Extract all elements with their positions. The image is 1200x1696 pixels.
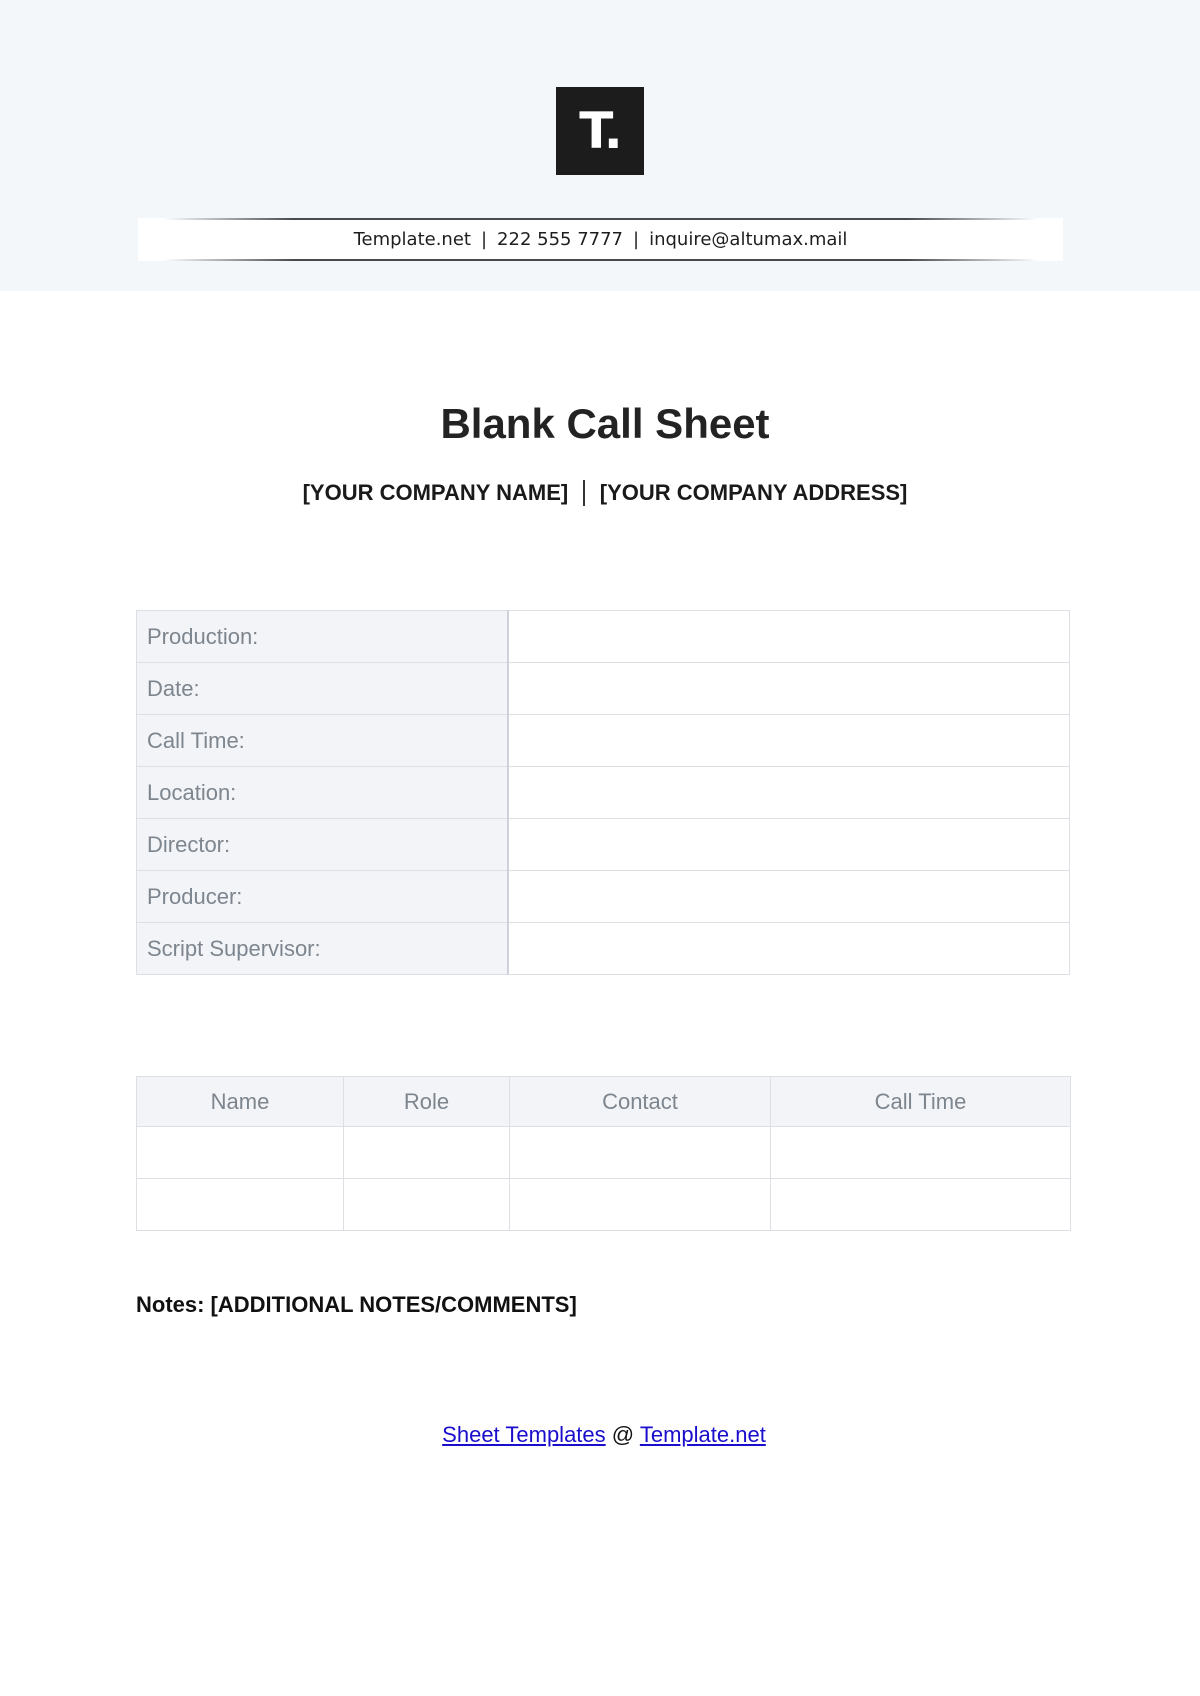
footer-at: @: [611, 1422, 635, 1447]
footer: [0, 1422, 1200, 1448]
company-address: [YOUR COMPANY ADDRESS]: [599, 480, 908, 505]
divider: [583, 480, 585, 506]
info-value[interactable]: [508, 819, 1070, 871]
table-row: [137, 767, 1070, 819]
info-label: Call Time:: [137, 715, 508, 767]
header-band: [0, 0, 1200, 291]
contact-separator: |: [480, 229, 488, 250]
table-row: [137, 663, 1070, 715]
info-label: Script Supervisor:: [137, 923, 508, 975]
table-cell[interactable]: [510, 1179, 771, 1231]
table-cell[interactable]: [771, 1127, 1071, 1179]
page-title: Blank Call Sheet: [440, 400, 770, 447]
info-label: Director:: [137, 819, 508, 871]
column-header-name: Name: [137, 1077, 344, 1127]
table-cell[interactable]: [344, 1179, 510, 1231]
info-label: Producer:: [137, 871, 508, 923]
company-name: [YOUR COMPANY NAME]: [302, 480, 569, 505]
table-cell[interactable]: [137, 1127, 344, 1179]
table-row: [137, 1179, 1071, 1231]
info-label: Production:: [137, 611, 508, 663]
contact-email: inquire@altumax.mail: [649, 229, 848, 250]
table-row: [137, 819, 1070, 871]
info-value[interactable]: [508, 923, 1070, 975]
info-value[interactable]: [508, 715, 1070, 767]
table-header-row: [137, 1077, 1071, 1127]
info-label: Date:: [137, 663, 508, 715]
info-value[interactable]: [508, 663, 1070, 715]
crew-table: [136, 1076, 1071, 1231]
info-label: Location:: [137, 767, 508, 819]
table-cell[interactable]: [137, 1179, 344, 1231]
info-value[interactable]: [508, 611, 1070, 663]
table-row: [137, 923, 1070, 975]
contact-site: Template.net: [353, 229, 471, 250]
logo-text: T.: [579, 102, 621, 160]
table-cell[interactable]: [344, 1127, 510, 1179]
table-cell[interactable]: [771, 1179, 1071, 1231]
column-header-contact: Contact: [510, 1077, 771, 1127]
contact-phone: 222 555 7777: [497, 229, 624, 250]
column-header-role: Role: [344, 1077, 510, 1127]
logo: [556, 87, 644, 175]
template-net-link[interactable]: Template.net: [639, 1422, 766, 1447]
table-row: [137, 611, 1070, 663]
column-header-call-time: Call Time: [771, 1077, 1071, 1127]
table-row: [137, 871, 1070, 923]
table-row: [137, 715, 1070, 767]
company-line: [0, 480, 1200, 506]
table-cell[interactable]: [510, 1127, 771, 1179]
table-row: [137, 1127, 1071, 1179]
info-value[interactable]: [508, 767, 1070, 819]
sheet-templates-link[interactable]: Sheet Templates: [442, 1422, 606, 1447]
contact-strip: [138, 218, 1063, 261]
production-info-table: [136, 610, 1070, 975]
info-value[interactable]: [508, 871, 1070, 923]
contact-separator: |: [633, 229, 640, 250]
notes-text: Notes: [ADDITIONAL NOTES/COMMENTS]: [136, 1292, 577, 1317]
